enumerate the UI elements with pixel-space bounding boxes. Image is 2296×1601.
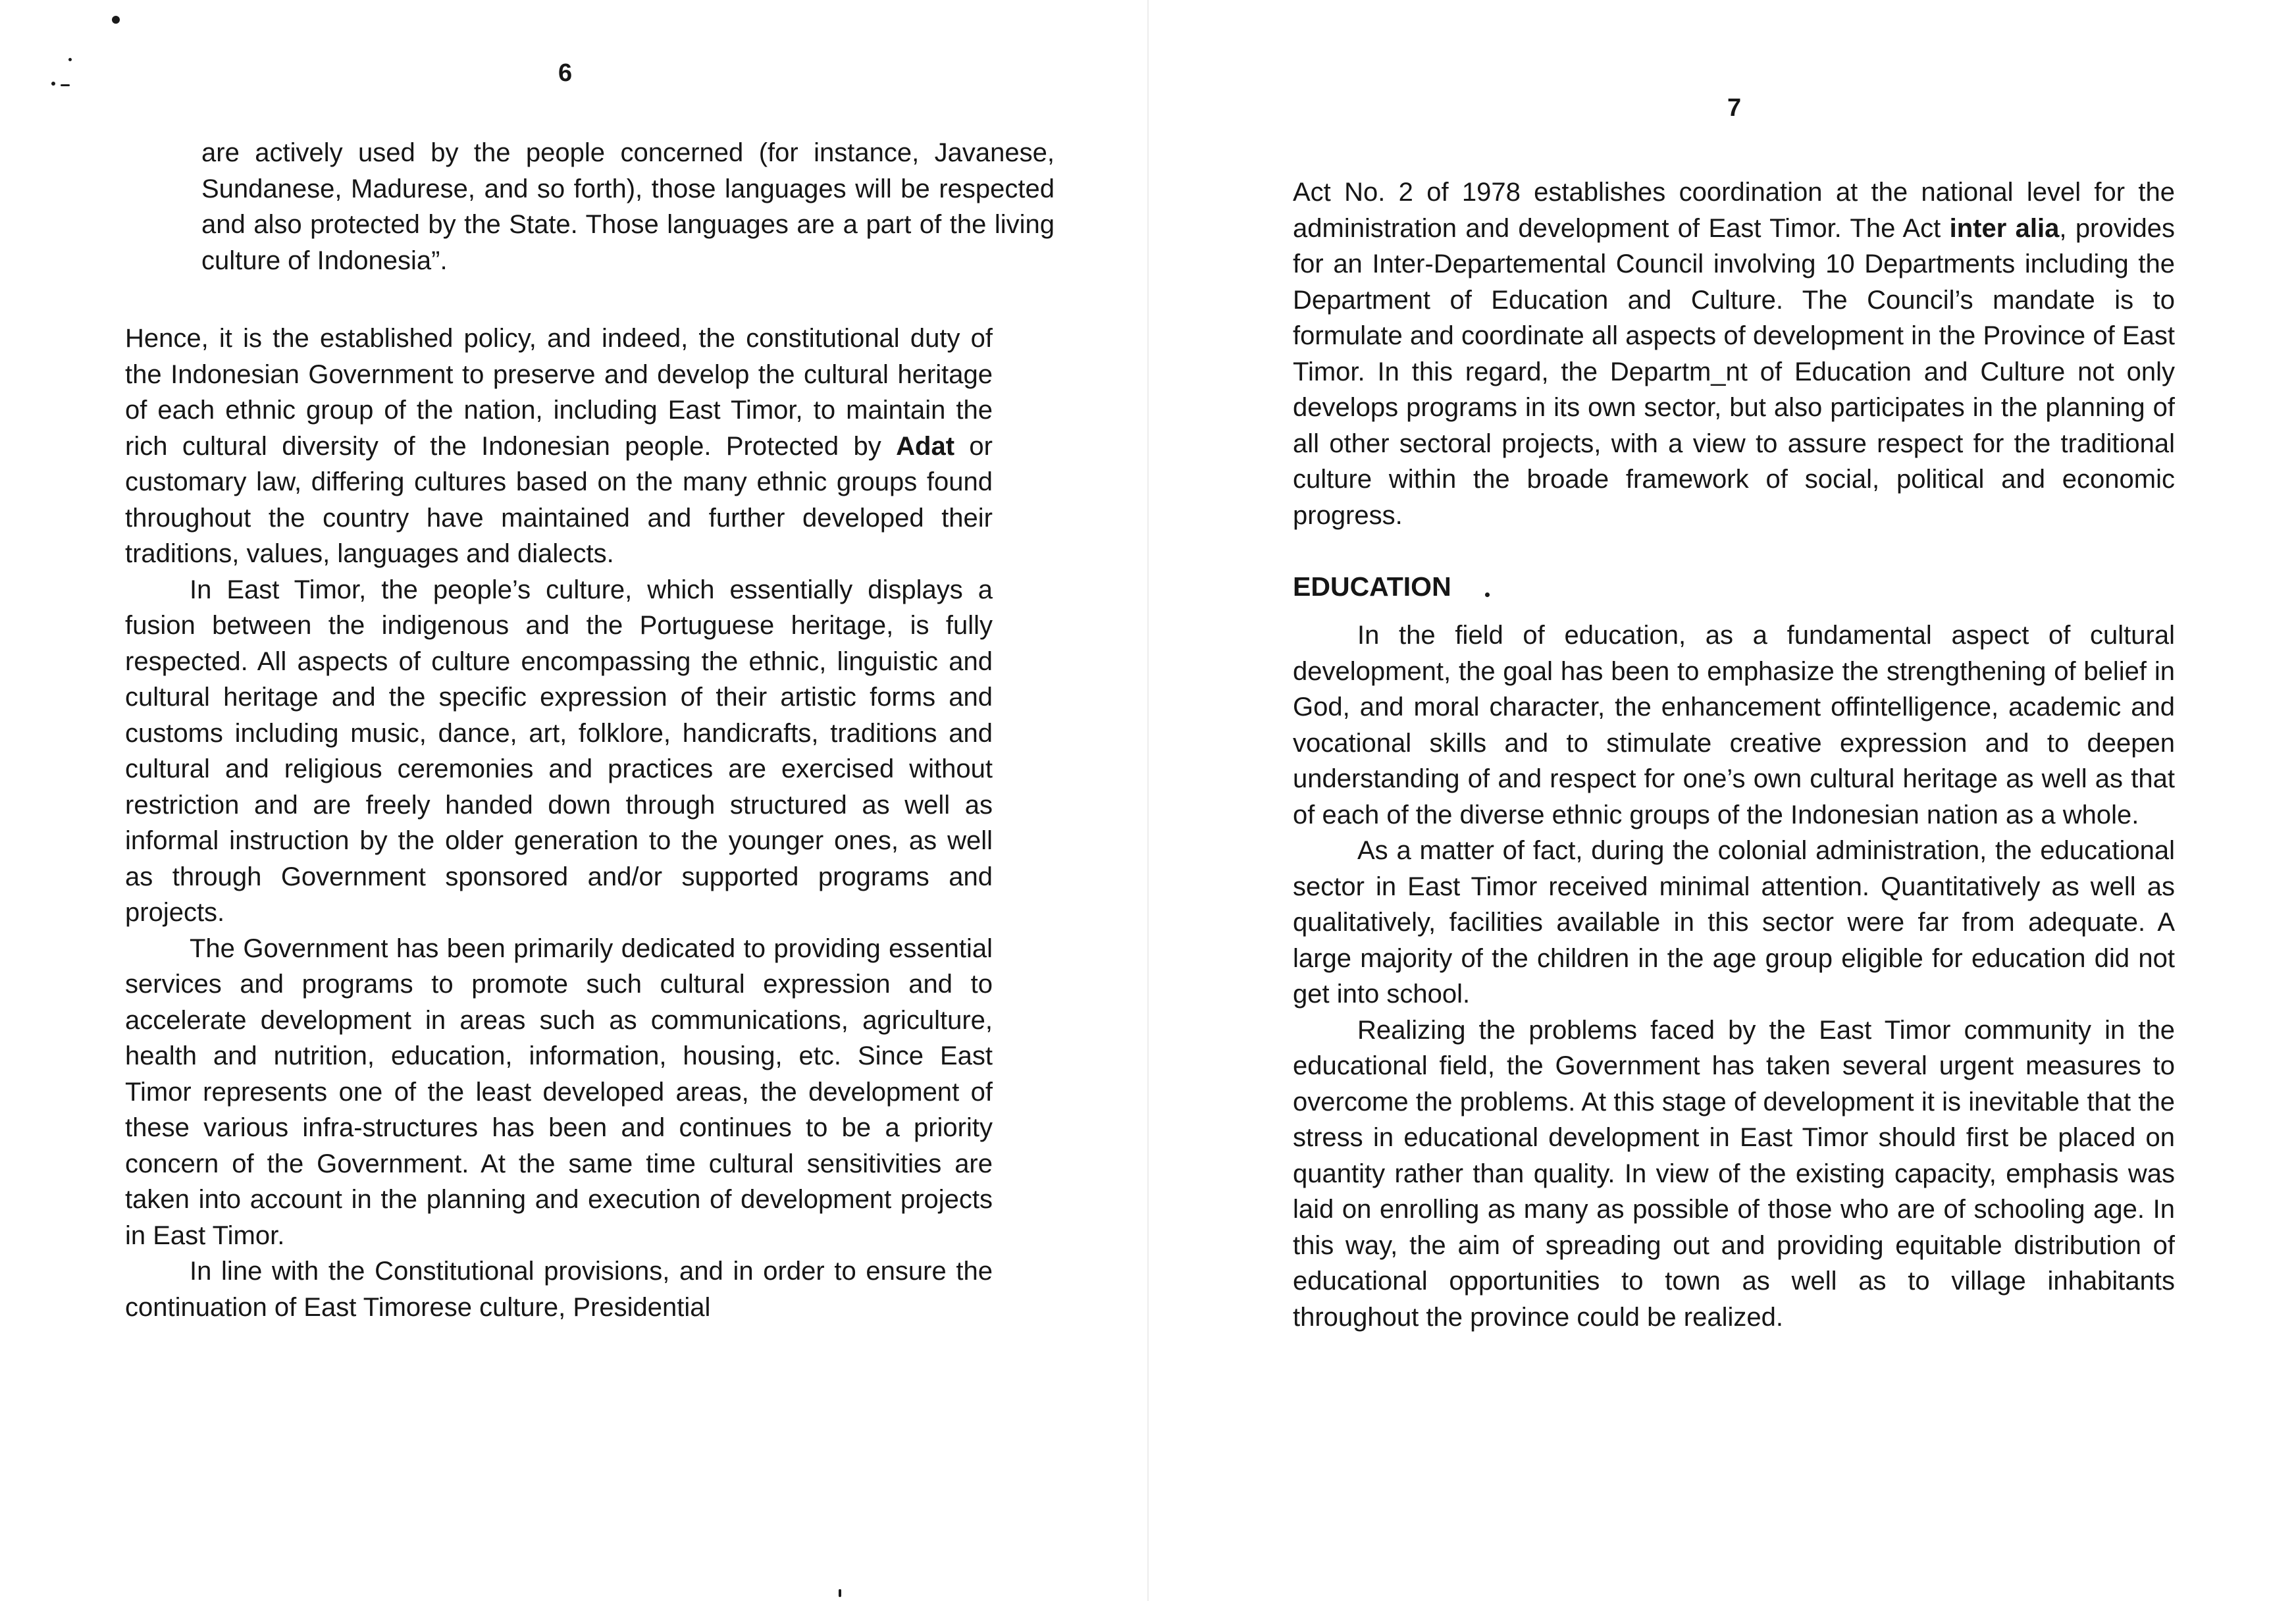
paragraph: As a matter of fact, during the colonial administration, the educational sector in East Timor received minimal attention. Quantitatively as well as qualitatively, facilities available in this sector were far from adequate. A large majority of the children in the age group eligible for education did not get into school. xyxy=(1293,836,2175,1009)
paragraph: The Government has been primarily dedicated to providing essential services and programs to promote such cultural expression and to accelerate development in areas such as communications, agriculture, health and nutrition, education, information, housing, etc. Since East Timor represents one of the least developed areas, the development of these various infra-structures has been and continues to be a priority concern of the Government. At the same time cultural sensitivities are taken into account in the planning and execution of development projects in East Timor. xyxy=(125,933,993,1250)
page-number: 7 xyxy=(1727,94,1742,122)
text-column xyxy=(125,135,1055,1325)
paragraph: In East Timor, the people’s culture, which essentially displays a fusion between the indigenous and the Portuguese heritage, is fully respected. All aspects of culture encompassing the ethnic, linguistic and cultural heritage and the specific expression of their artistic forms and customs including music, dance, art, folklore, handicrafts, traditions and cultural and religious ceremonies and practices are exercised without restriction and are freely handed down through structured as well as informal instruction by the older generation to the younger ones, as well as through Government sponsored and/or supported programs and projects. xyxy=(125,575,993,927)
page-number: 6 xyxy=(558,59,573,87)
page-right xyxy=(1148,0,2296,1601)
paragraph: In line with the Constitutional provisions, and in order to ensure the continuation of East Timorese culture, Presidential xyxy=(125,1257,993,1322)
emphasized-term: inter alia xyxy=(1949,213,2060,243)
paragraph-text: Act No. 2 of 1978 establishes coordination at the national level for the administration and development of East Timor. The Act xyxy=(1293,178,2175,243)
paragraph-text: , provides for an Inter-Departemental Council involving 10 Departments including the Department of Education and Culture. The Council’s mandate is to formulate and coordinate all aspects of development in the Province of East Timor. In this regard, the Departm_nt of Education and Culture not only develops programs in its own sector, but also participates in the planning of all other sectoral projects, with a view to assure respect for the traditional culture within the broade framework of social, political and economic progress. xyxy=(1293,213,2176,530)
paragraph-text: or customary law, differing cultures based on the many ethnic groups found throughout the country have maintained and further developed their traditions, values, languages and dialects. xyxy=(125,431,993,568)
paragraph xyxy=(1293,174,2175,533)
paragraph: Realizing the problems faced by the East Timor community in the educational field, the Government has taken several urgent measures to overcome the problems. At this stage of development it is inevitable that the stress in educational development in East Timor should first be placed on quantity rather than quality. In view of the existing capacity, emphasis was laid on enrolling as many as possible of those who are of schooling age. In this way, the aim of spreading out and providing equitable distribution of educational opportunities to town as well as to village inhabitants throughout the province could be realized. xyxy=(1293,1015,2175,1332)
emphasized-term: Adat xyxy=(896,431,955,461)
quoted-paragraph: are actively used by the people concerned (for instance, Javanese, Sundanese, Madurese, and so forth), those languages will be respected and also protected by the State. Those languages are a part of the living culture of Indonesia”. xyxy=(201,138,1055,275)
paragraph: In the field of education, as a fundamental aspect of cultural development, the goal has been to emphasize the strengthening of belief in God, and moral character, the enhancement offintelligence, academic and vocational skills and to stimulate creative expression and to deepen understanding of and respect for one’s own cultural heritage as well as that of each of the diverse ethnic groups of the Indonesian nation as a whole. xyxy=(1293,621,2175,829)
paragraph xyxy=(125,321,993,572)
section-heading: EDUCATION xyxy=(1293,571,1451,602)
text-column xyxy=(1293,174,2175,1335)
paragraph-text: Hence, it is the established policy, and indeed, the constitutional duty of the Indonesian Government to preserve and develop the cultural heritage of each ethnic group of the nation, including East Timor, to maintain the rich cultural diversity of the Indonesian people. Protected by xyxy=(125,324,993,461)
